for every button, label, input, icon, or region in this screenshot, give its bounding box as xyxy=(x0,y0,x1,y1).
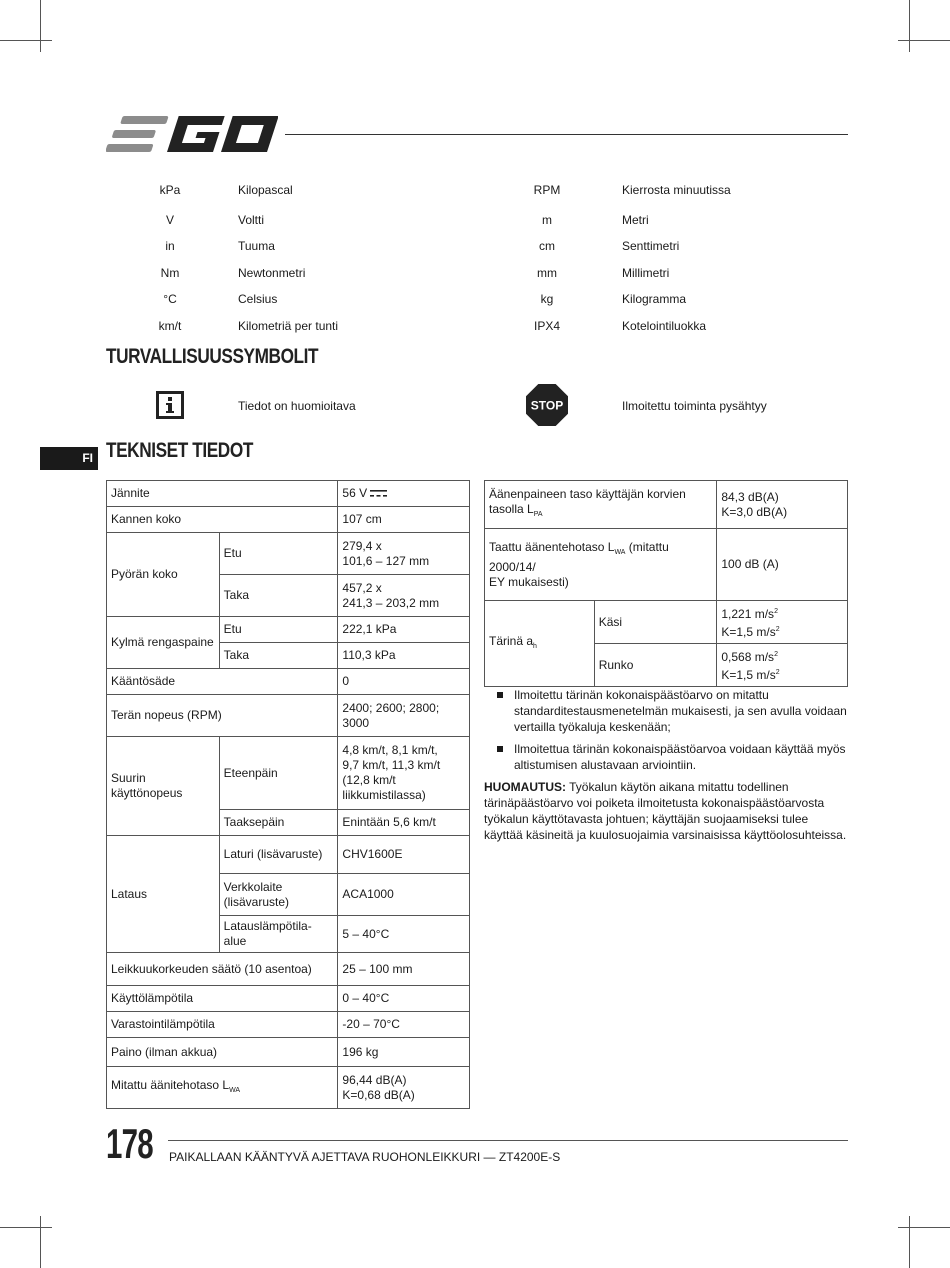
spec-sublabel: Käsi xyxy=(594,601,717,644)
footer-rule xyxy=(168,1140,848,1141)
spec-value: 96,44 dB(A) K=0,68 dB(A) xyxy=(338,1067,470,1109)
info-text: Tiedot on huomioitava xyxy=(238,399,356,413)
spec-value: 25 – 100 mm xyxy=(338,953,470,986)
note-paragraph: HUOMAUTUS: Työkalun käytön aikana mitattu todellinen tärinäpäästöarvo voi poiketa ilmoitetusta kokonaispäästöarvosta työkalun käyttötavasta johtuen; käyttäjän suojaamiseksi tulee käyttää käsineitä ja kuulosuojaimia varsinaisissa käyttöolosuhteissa. xyxy=(484,780,847,842)
unit-name: Celsius xyxy=(238,292,278,306)
spec-value: ACA1000 xyxy=(338,874,470,916)
unit-name: Kierrosta minuutissa xyxy=(622,183,731,197)
spec-value: Enintään 5,6 km/t xyxy=(338,810,470,836)
unit-name: Voltti xyxy=(238,213,265,227)
ego-logo xyxy=(106,112,278,156)
spec-label: Äänenpaineen taso käyttäjän korvien tasolla $L_{PA}$ xyxy=(485,481,717,529)
spec-value: -20 – 70°C xyxy=(338,1012,470,1038)
spec-label: Mitattu äänitehotaso $L_{WA}$ xyxy=(107,1067,338,1109)
crop-mark xyxy=(0,1227,52,1228)
unit-abbr: mm xyxy=(537,266,557,280)
crop-mark xyxy=(40,0,41,52)
spec-value: 5 – 40°C xyxy=(338,916,470,953)
unit-abbr: V xyxy=(165,213,174,227)
spec-label: Käyttölämpötila xyxy=(107,986,338,1012)
spec-label: Varastointilämpötila xyxy=(107,1012,338,1038)
spec-value: 0,568 $m/s^2$ K=1,5 $m/s^2$ xyxy=(717,644,848,687)
unit-name: Senttimetri xyxy=(622,239,680,253)
unit-name: Kilogramma xyxy=(622,292,687,306)
stop-sign-icon xyxy=(526,384,568,426)
spec-label: Pyörän koko xyxy=(107,533,220,617)
spec-value: 110,3 kPa xyxy=(338,643,470,669)
unit-name: Metri xyxy=(622,213,649,227)
spec-sublabel: Etu xyxy=(219,533,338,575)
page-number: 178 xyxy=(106,1120,153,1167)
spec-label: Taattu äänentehotaso $L_{WA}$ (mitattu 2000/14/ EY mukaisesti) xyxy=(485,529,717,601)
spec-sublabel: Taka xyxy=(219,575,338,617)
spec-value: CHV1600E xyxy=(338,836,470,874)
unit-name: Newtonmetri xyxy=(238,266,306,280)
list-item: Ilmoitettu tärinän kokonaispäästöarvo on mitattu standarditestausmenetelmän mukaisesti, ja sen avulla voidaan vertailla työkaluja keskenään; xyxy=(484,687,848,735)
spec-label: Kääntösäde xyxy=(107,669,338,695)
spec-value: 196 kg xyxy=(338,1038,470,1067)
unit-abbr: Nm xyxy=(160,266,180,280)
header-rule xyxy=(285,134,848,135)
spec-sublabel: Taka xyxy=(219,643,338,669)
unit-abbr: IPX4 xyxy=(533,319,560,333)
spec-label: Lataus xyxy=(107,836,220,953)
spec-label: Leikkuukorkeuden säätö (10 asentoa) xyxy=(107,953,338,986)
unit-abbr: cm xyxy=(539,239,555,253)
unit-abbr: kPa xyxy=(159,183,181,197)
unit-abbr: km/t xyxy=(158,319,182,333)
spec-value: 457,2 x 241,3 – 203,2 mm xyxy=(338,575,470,617)
spec-sublabel: Runko xyxy=(594,644,717,687)
spec-value: 0 xyxy=(338,669,470,695)
spec-label: Terän nopeus (RPM) xyxy=(107,695,338,737)
info-icon xyxy=(156,391,184,419)
spec-label: Tärinä $a_h$ xyxy=(485,601,595,687)
spec-sublabel: Taaksepäin xyxy=(219,810,338,836)
spec-value: 4,8 km/t, 8,1 km/t, 9,7 km/t, 11,3 km/t (12,8 km/t liikkumistilassa) xyxy=(338,737,470,810)
spec-value: 222,1 kPa xyxy=(338,617,470,643)
specs-table-right xyxy=(484,480,848,687)
language-tab: FI xyxy=(40,447,98,470)
spec-value: 56 V xyxy=(338,481,470,507)
spec-label: Paino (ilman akkua) xyxy=(107,1038,338,1067)
crop-mark xyxy=(898,40,950,41)
spec-value: 279,4 x 101,6 – 127 mm xyxy=(338,533,470,575)
spec-sublabel: Laturi (lisävaruste) xyxy=(219,836,338,874)
spec-value: 100 dB (A) xyxy=(717,529,848,601)
unit-abbr: kg xyxy=(540,292,554,306)
unit-name: Kotelointiluokka xyxy=(622,319,707,333)
spec-sublabel: Eteenpäin xyxy=(219,737,338,810)
crop-mark xyxy=(0,40,52,41)
unit-abbr: in xyxy=(165,239,175,253)
spec-sublabel: Latauslämpötila-alue xyxy=(219,916,338,953)
crop-mark xyxy=(909,0,910,52)
crop-mark xyxy=(40,1216,41,1268)
spec-label: Kylmä rengaspaine xyxy=(107,617,220,669)
vibration-notes xyxy=(484,687,848,843)
specs-table-left xyxy=(106,480,470,1109)
spec-sublabel: Etu xyxy=(219,617,338,643)
footer-title: PAIKALLAAN KÄÄNTYVÄ AJETTAVA RUOHONLEIKKURI — ZT4200E-S xyxy=(169,1150,561,1164)
spec-label: Suurin käyttönopeus xyxy=(107,737,220,836)
spec-value: 107 cm xyxy=(338,507,470,533)
unit-abbr: RPM xyxy=(533,183,561,197)
spec-label: Jännite xyxy=(107,481,338,507)
unit-abbr: m xyxy=(542,213,552,227)
spec-value: 2400; 2600; 2800; 3000 xyxy=(338,695,470,737)
spec-value: 84,3 dB(A) K=3,0 dB(A) xyxy=(717,481,848,529)
spec-value: 1,221 $m/s^2$ K=1,5 $m/s^2$ xyxy=(717,601,848,644)
spec-sublabel: Verkkolaite (lisävaruste) xyxy=(219,874,338,916)
stop-text: Ilmoitettu toiminta pysähtyy xyxy=(622,399,767,413)
unit-name: Kilometriä per tunti xyxy=(238,319,339,333)
unit-name: Kilopascal xyxy=(238,183,293,197)
bullet-square-icon xyxy=(497,692,503,698)
list-item: Ilmoitettua tärinän kokonaispäästöarvoa voidaan käyttää myös altistumisen alustavaan arviointiin. xyxy=(484,741,848,773)
crop-mark xyxy=(909,1216,910,1268)
unit-name: Millimetri xyxy=(622,266,670,280)
specs-title: TEKNISET TIEDOT xyxy=(106,439,253,462)
bullet-square-icon xyxy=(497,746,503,752)
unit-name: Tuuma xyxy=(238,239,275,253)
spec-label: Kannen koko xyxy=(107,507,338,533)
spec-value: 0 – 40°C xyxy=(338,986,470,1012)
crop-mark xyxy=(898,1227,950,1228)
stop-label: STOP xyxy=(530,398,564,413)
safety-title: TURVALLISUUSSYMBOLIT xyxy=(106,345,319,368)
dc-symbol-icon xyxy=(370,489,387,498)
unit-abbr: °C xyxy=(163,292,177,306)
